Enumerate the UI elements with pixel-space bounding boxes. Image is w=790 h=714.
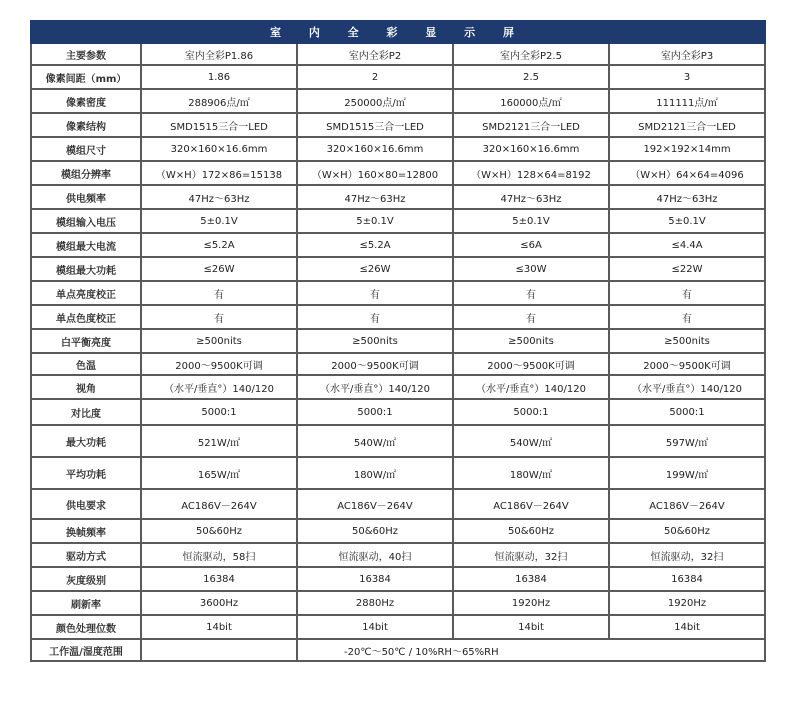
table-row: [31, 519, 765, 543]
row-value: 3600Hz: [141, 591, 297, 615]
table-row: [31, 375, 765, 399]
row-value: 14bit: [609, 615, 765, 639]
row-value: ≤6A: [453, 233, 609, 257]
row-value: （W×H）172×86=15138: [141, 161, 297, 185]
row-value: 320×160×16.6mm: [453, 137, 609, 161]
row-label: 供电频率: [31, 185, 141, 209]
row-value: AC186V－264V: [453, 489, 609, 519]
header-row: [31, 43, 765, 65]
row-value: 1.86: [141, 65, 297, 89]
row-label: 驱动方式: [31, 543, 141, 567]
row-value: 5000:1: [609, 399, 765, 425]
row-label: 视角: [31, 375, 141, 399]
row-value: （水平/垂直°）140/120: [141, 375, 297, 399]
row-value: 5000:1: [453, 399, 609, 425]
table-row: [31, 161, 765, 185]
header-model: 室内全彩P2: [297, 43, 453, 65]
row-value: 160000点/㎡: [453, 89, 609, 113]
row-value: ≤4.4A: [609, 233, 765, 257]
row-value: （水平/垂直°）140/120: [297, 375, 453, 399]
row-value: ≥500nits: [609, 329, 765, 353]
row-value: 5±0.1V: [453, 209, 609, 233]
row-value: SMD1515三合一LED: [297, 113, 453, 137]
title-row: [31, 21, 765, 43]
row-value: 47Hz～63Hz: [297, 185, 453, 209]
row-value: 5±0.1V: [141, 209, 297, 233]
row-value: 521W/㎡: [141, 425, 297, 457]
row-value: 14bit: [453, 615, 609, 639]
row-label: 像素结构: [31, 113, 141, 137]
row-value: AC186V－264V: [609, 489, 765, 519]
row-value: 2000～9500K可调: [609, 353, 765, 375]
row-value: 50&60Hz: [609, 519, 765, 543]
row-value: （水平/垂直°）140/120: [609, 375, 765, 399]
table-row: [31, 457, 765, 489]
row-value: 5000:1: [141, 399, 297, 425]
row-value: 2880Hz: [297, 591, 453, 615]
row-label: 供电要求: [31, 489, 141, 519]
row-value: 恒流驱动，58扫: [141, 543, 297, 567]
row-value: 5±0.1V: [609, 209, 765, 233]
row-value: SMD2121三合一LED: [453, 113, 609, 137]
footer-row: [31, 639, 765, 661]
row-label: 颜色处理位数: [31, 615, 141, 639]
row-value: 50&60Hz: [297, 519, 453, 543]
row-label: 单点亮度校正: [31, 281, 141, 305]
table-row: [31, 399, 765, 425]
row-value: ≤5.2A: [297, 233, 453, 257]
row-value: 2000～9500K可调: [297, 353, 453, 375]
row-value: 2000～9500K可调: [453, 353, 609, 375]
row-value: 320×160×16.6mm: [297, 137, 453, 161]
header-model: 室内全彩P1.86: [141, 43, 297, 65]
row-value: （水平/垂直°）140/120: [453, 375, 609, 399]
table-row: [31, 489, 765, 519]
row-value: 有: [453, 281, 609, 305]
table-row: [31, 113, 765, 137]
table-row: [31, 209, 765, 233]
row-value: ≤26W: [297, 257, 453, 281]
row-value: 50&60Hz: [141, 519, 297, 543]
footer-label: 工作温/湿度范围: [31, 639, 141, 661]
row-value: 2.5: [453, 65, 609, 89]
header-model: 室内全彩P3: [609, 43, 765, 65]
row-label: 色温: [31, 353, 141, 375]
row-label: 像素密度: [31, 89, 141, 113]
table-row: [31, 233, 765, 257]
table-title: 室 内 全 彩 显 示 屏: [31, 21, 765, 43]
row-value: 有: [141, 305, 297, 329]
row-value: （W×H）128×64=8192: [453, 161, 609, 185]
row-value: 1920Hz: [609, 591, 765, 615]
row-value: ≤26W: [141, 257, 297, 281]
row-label: 刷新率: [31, 591, 141, 615]
row-value: 5000:1: [297, 399, 453, 425]
row-label: 模组分辨率: [31, 161, 141, 185]
row-value: 1920Hz: [453, 591, 609, 615]
row-value: SMD2121三合一LED: [609, 113, 765, 137]
row-label: 灰度级别: [31, 567, 141, 591]
row-value: 16384: [453, 567, 609, 591]
row-value: 有: [609, 281, 765, 305]
row-value: 47Hz～63Hz: [141, 185, 297, 209]
row-value: 250000点/㎡: [297, 89, 453, 113]
row-label: 模组最大功耗: [31, 257, 141, 281]
row-label: 最大功耗: [31, 425, 141, 457]
row-value: 180W/㎡: [297, 457, 453, 489]
row-value: ≥500nits: [453, 329, 609, 353]
row-value: 199W/㎡: [609, 457, 765, 489]
table-row: [31, 185, 765, 209]
spec-table: [30, 20, 766, 662]
table-row: [31, 89, 765, 113]
row-value: 有: [297, 305, 453, 329]
table-row: [31, 543, 765, 567]
row-value: 3: [609, 65, 765, 89]
header-model: 室内全彩P2.5: [453, 43, 609, 65]
row-value: 47Hz～63Hz: [453, 185, 609, 209]
row-value: 320×160×16.6mm: [141, 137, 297, 161]
row-value: ≤30W: [453, 257, 609, 281]
row-value: 111111点/㎡: [609, 89, 765, 113]
row-value: AC186V－264V: [297, 489, 453, 519]
row-value: 14bit: [141, 615, 297, 639]
table-row: [31, 615, 765, 639]
row-value: （W×H）160×80=12800: [297, 161, 453, 185]
row-value: SMD1515三合一LED: [141, 113, 297, 137]
row-label: 单点色度校正: [31, 305, 141, 329]
table-row: [31, 137, 765, 161]
row-value: 16384: [297, 567, 453, 591]
row-value: 2: [297, 65, 453, 89]
row-value: 2000～9500K可调: [141, 353, 297, 375]
row-value: 14bit: [297, 615, 453, 639]
row-value: 540W/㎡: [297, 425, 453, 457]
table-row: [31, 425, 765, 457]
row-value: 597W/㎡: [609, 425, 765, 457]
row-value: 47Hz～63Hz: [609, 185, 765, 209]
row-value: （W×H）64×64=4096: [609, 161, 765, 185]
row-label: 模组尺寸: [31, 137, 141, 161]
table-row: [31, 305, 765, 329]
row-value: 16384: [141, 567, 297, 591]
table-row: [31, 591, 765, 615]
row-value: 50&60Hz: [453, 519, 609, 543]
row-value: 165W/㎡: [141, 457, 297, 489]
row-value: 有: [453, 305, 609, 329]
row-value: ≤5.2A: [141, 233, 297, 257]
table-row: [31, 281, 765, 305]
row-value: 540W/㎡: [453, 425, 609, 457]
row-value: 有: [609, 305, 765, 329]
footer-value: -20℃～50℃ / 10%RH～65%RH: [297, 639, 765, 661]
row-label: 模组输入电压: [31, 209, 141, 233]
row-value: ≥500nits: [297, 329, 453, 353]
row-value: 5±0.1V: [297, 209, 453, 233]
row-value: 192×192×14mm: [609, 137, 765, 161]
row-value: 有: [141, 281, 297, 305]
row-value: 有: [297, 281, 453, 305]
row-value: 288906点/㎡: [141, 89, 297, 113]
header-param: 主要参数: [31, 43, 141, 65]
row-value: 恒流驱动，32扫: [609, 543, 765, 567]
row-label: 像素间距（mm）: [31, 65, 141, 89]
row-value: 恒流驱动，32扫: [453, 543, 609, 567]
table-row: [31, 65, 765, 89]
row-label: 平均功耗: [31, 457, 141, 489]
row-label: 对比度: [31, 399, 141, 425]
row-label: 换帧频率: [31, 519, 141, 543]
row-label: 白平衡亮度: [31, 329, 141, 353]
row-value: 恒流驱动，40扫: [297, 543, 453, 567]
row-value: ≤22W: [609, 257, 765, 281]
row-value: 16384: [609, 567, 765, 591]
row-value: 180W/㎡: [453, 457, 609, 489]
table-row: [31, 257, 765, 281]
table-row: [31, 353, 765, 375]
row-value: ≥500nits: [141, 329, 297, 353]
row-value: AC186V－264V: [141, 489, 297, 519]
table-row: [31, 567, 765, 591]
row-label: 模组最大电流: [31, 233, 141, 257]
table-row: [31, 329, 765, 353]
footer-blank: [141, 639, 297, 661]
